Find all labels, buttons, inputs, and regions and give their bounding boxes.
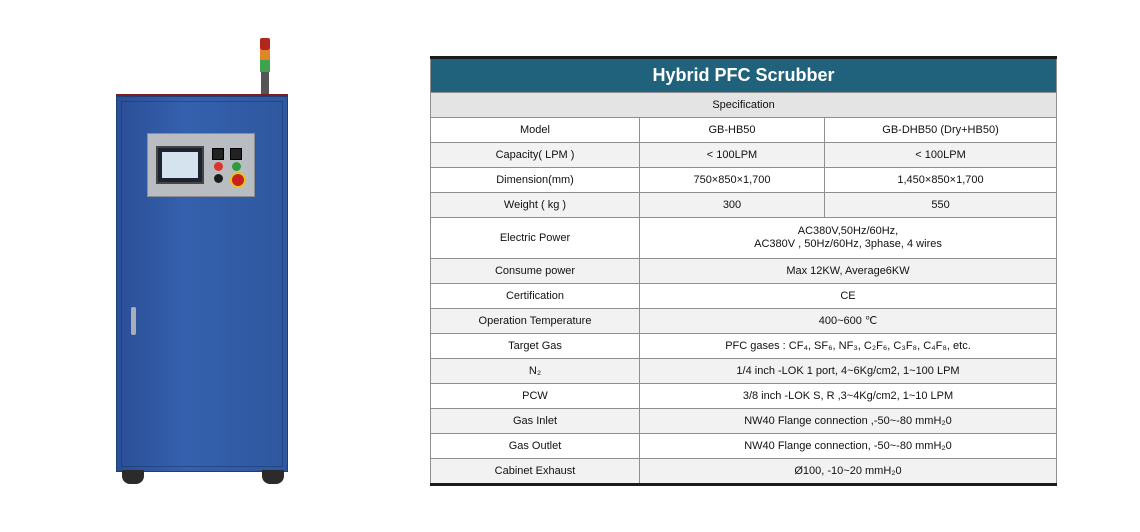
- caster-wheel-left: [122, 470, 144, 484]
- row-label: PCW: [431, 384, 640, 409]
- model-gb-dhb50: GB-DHB50 (Dry+HB50): [825, 118, 1057, 143]
- row-label: Dimension(mm): [431, 168, 640, 193]
- signal-light-red: [260, 38, 270, 50]
- table-row-cabinet-exhaust: [431, 459, 1057, 485]
- row-label: Weight ( kg ): [431, 193, 640, 218]
- signal-light-green: [260, 60, 270, 72]
- table-row-n2: [431, 359, 1057, 384]
- table-row-gas-outlet: [431, 434, 1057, 459]
- row-label: Certification: [431, 284, 640, 309]
- indicator-lamp-green: [232, 162, 241, 171]
- row-label: Gas Inlet: [431, 409, 640, 434]
- row-value: [640, 218, 1057, 259]
- table-row-electric-power: [431, 218, 1057, 259]
- row-value: NW40 Flange connection ,-50~-80 mmH₂0: [640, 409, 1057, 434]
- row-value-col1: 300: [640, 193, 825, 218]
- spec-table: [430, 56, 1057, 486]
- touch-screen: [156, 146, 204, 184]
- door-handle: [131, 307, 136, 335]
- row-label: Model: [431, 118, 640, 143]
- table-row-certification: [431, 284, 1057, 309]
- signal-light-orange: [260, 50, 270, 60]
- cabinet-body: [116, 96, 288, 472]
- model-gb-hb50: GB-HB50: [640, 118, 825, 143]
- table-row-pcw: [431, 384, 1057, 409]
- table-row-gas-inlet: [431, 409, 1057, 434]
- table-row-target-gas: [431, 334, 1057, 359]
- control-panel: [147, 133, 255, 197]
- row-value: 1/4 inch -LOK 1 port, 4~6Kg/cm2, 1~100 LPM: [640, 359, 1057, 384]
- row-label: Gas Outlet: [431, 434, 640, 459]
- table-row-model: [431, 118, 1057, 143]
- scrubber-machine-image: [110, 36, 300, 496]
- row-value-col2: 550: [825, 193, 1057, 218]
- controller-left: [212, 148, 224, 160]
- indicator-lamp-red: [214, 162, 223, 171]
- touch-screen-display: [162, 152, 198, 178]
- row-value-col1: 750×850×1,700: [640, 168, 825, 193]
- row-value: PFC gases : CF₄, SF₆, NF₃, C₂F₆, C₃F₈, C₄F₈, etc.: [640, 334, 1057, 359]
- table-row-operation-temperature: [431, 309, 1057, 334]
- table-row-consume-power: [431, 259, 1057, 284]
- row-label: Cabinet Exhaust: [431, 459, 640, 485]
- row-value: Ø100, -10~20 mmH₂0: [640, 459, 1057, 485]
- row-label: N₂: [431, 359, 640, 384]
- row-value-col2: 1,450×850×1,700: [825, 168, 1057, 193]
- row-value: 400~600 ℃: [640, 309, 1057, 334]
- table-row-capacity: [431, 143, 1057, 168]
- signal-tower-base: [261, 72, 269, 94]
- row-label: Capacity( LPM ): [431, 143, 640, 168]
- row-label: Target Gas: [431, 334, 640, 359]
- row-label: Consume power: [431, 259, 640, 284]
- row-label: Operation Temperature: [431, 309, 640, 334]
- row-value: 3/8 inch -LOK S, R ,3~4Kg/cm2, 1~10 LPM: [640, 384, 1057, 409]
- table-row-dimension: [431, 168, 1057, 193]
- electric-power-line-2: AC380V , 50Hz/60Hz, 3phase, 4 wires: [754, 238, 942, 250]
- electric-power-line-1: AC380V,50Hz/60Hz,: [797, 225, 899, 237]
- row-value: CE: [640, 284, 1057, 309]
- row-label: Electric Power: [431, 218, 640, 259]
- row-value: Max 12KW, Average6KW: [640, 259, 1057, 284]
- row-value: NW40 Flange connection, -50~-80 mmH₂0: [640, 434, 1057, 459]
- caster-wheel-right: [262, 470, 284, 484]
- row-value-col1: < 100LPM: [640, 143, 825, 168]
- table-title: Hybrid PFC Scrubber: [431, 58, 1057, 93]
- controller-right: [230, 148, 242, 160]
- emergency-stop-button: [230, 172, 246, 188]
- table-subheader: Specification: [431, 93, 1057, 118]
- selector-switch: [214, 174, 223, 183]
- row-value-col2: < 100LPM: [825, 143, 1057, 168]
- table-row-weight: [431, 193, 1057, 218]
